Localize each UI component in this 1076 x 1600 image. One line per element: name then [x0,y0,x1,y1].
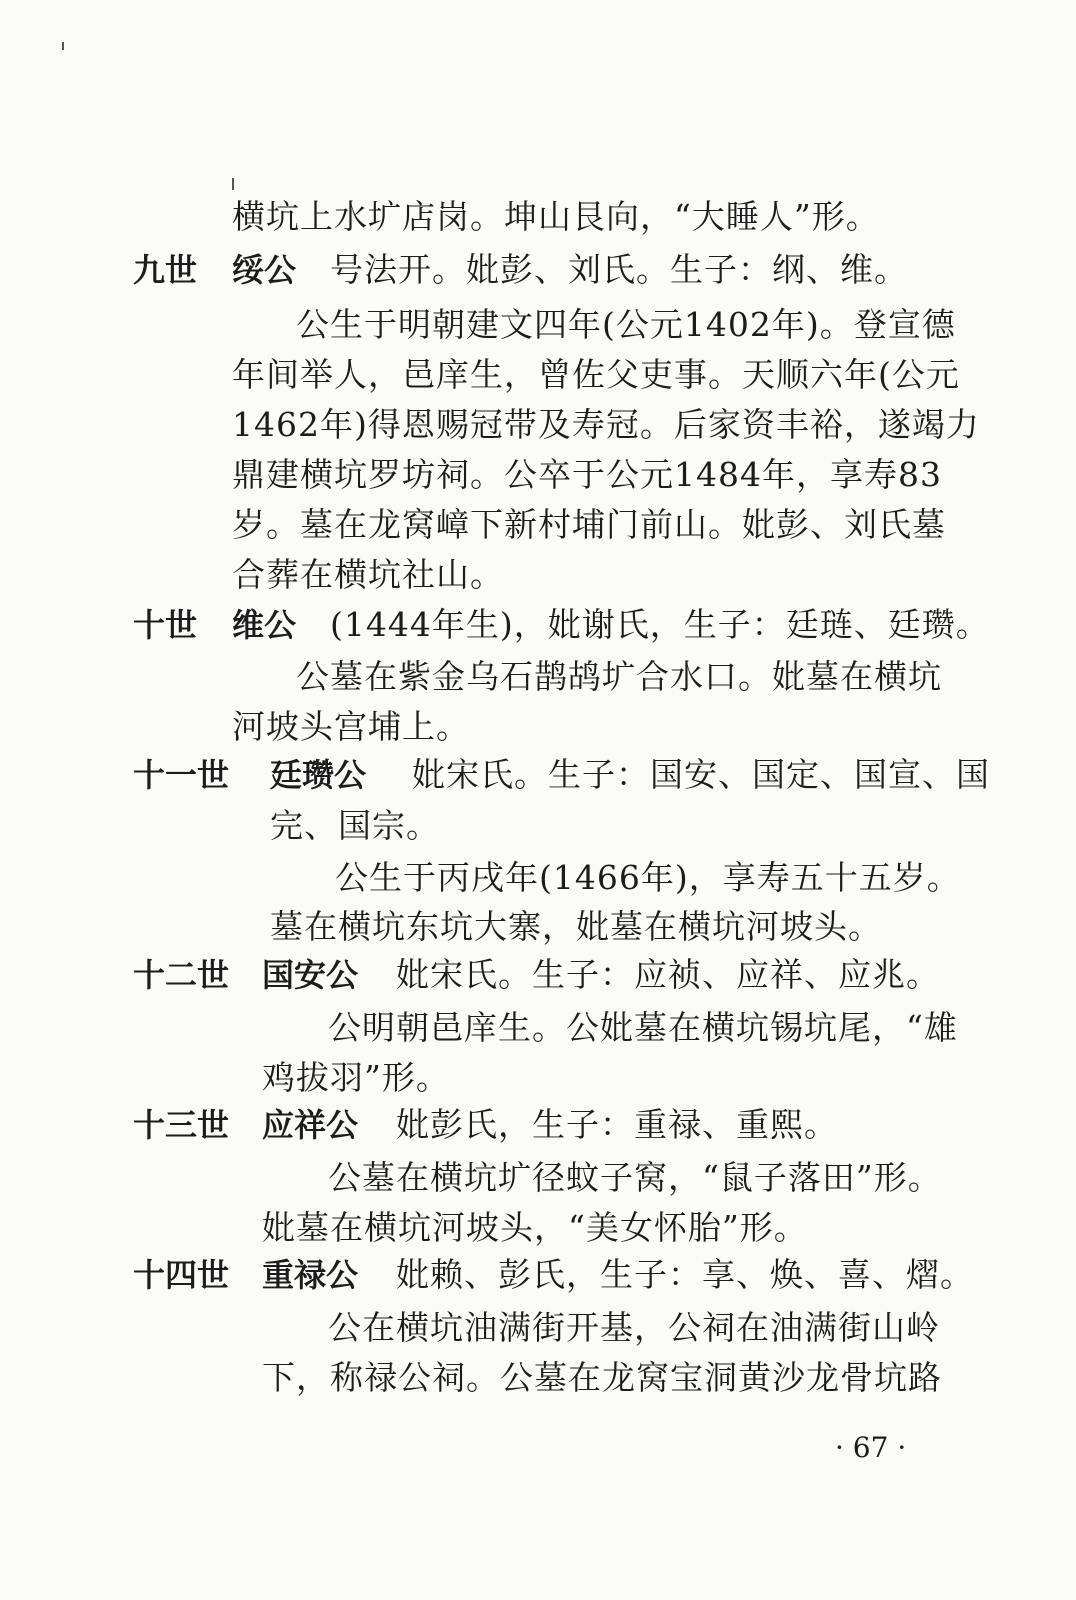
ancestor-name: 重禄公 [262,1256,359,1294]
entry-body-line: 1462年)得恩赐冠带及寿冠。后家资丰裕，遂竭力 [232,405,980,444]
page-number: · 67 · [835,1431,907,1464]
entry-body-line: 公在横坑油满街开基，公祠在油满街山岭 [328,1308,940,1347]
ancestor-name: 国安公 [262,956,359,994]
generation-label: 十四世 [133,1256,230,1294]
entry-body-line: 墓在横坑东坑大寨，妣墓在横坑河坡头。 [270,907,882,946]
generation-label: 九世 [133,251,198,289]
entry-body-line: 河坡头宫埔上。 [232,707,470,746]
entry-body-line: 下，称禄公祠。公墓在龙窝宝洞黄沙龙骨坑路 [262,1358,942,1397]
ancestor-name: 应祥公 [262,1106,359,1144]
generation-label: 十二世 [133,956,230,994]
entry-body-line: 岁。墓在龙窝嶂下新村埔门前山。妣彭、刘氏墓 [232,505,946,544]
entry-summary: 号法开。妣彭、刘氏。生子：纲、维。 [330,250,908,289]
entry-body-line: 年间举人，邑庠生，曾佐父吏事。天顺六年(公元 [232,355,960,394]
entry-body-line: 鸡拔羽”形。 [262,1058,450,1097]
ancestor-name: 维公 [232,606,297,644]
entry-summary: 妣彭氏，生子：重禄、重熙。 [396,1105,838,1144]
entry-body-line: 合葬在横坑社山。 [232,555,504,594]
generation-label: 十三世 [133,1106,230,1144]
entry-body-line: 公墓在紫金乌石鹊鸪圹合水口。妣墓在横坑 [296,657,942,696]
entry-summary: 妣宋氏。生子：国安、国定、国宣、国 [412,755,990,794]
ancestor-name: 廷瓒公 [270,756,367,794]
entry-summary: (1444年生)，妣谢氏，生子：廷琏、廷瓒。 [330,605,990,644]
scan-speck [232,178,234,190]
generation-label: 十一世 [133,756,230,794]
entry-body-line: 公生于丙戌年(1466年)，享寿五十五岁。 [335,858,961,897]
ancestor-name: 绥公 [232,251,297,289]
entry-body-line: 妣墓在横坑河坡头，“美女怀胎”形。 [262,1208,808,1247]
entry-summary: 妣赖、彭氏，生子：享、焕、喜、熠。 [396,1255,974,1294]
entry-body-line: 公墓在横坑圹径蚊子窝，“鼠子落田”形。 [328,1158,942,1197]
entry-body-line: 公明朝邑庠生。公妣墓在横坑锡坑尾，“雄 [328,1008,958,1047]
scan-speck [62,42,64,50]
entry-summary: 妣宋氏。生子：应祯、应祥、应兆。 [396,955,940,994]
entry-body-line: 鼎建横坑罗坊祠。公卒于公元1484年，享寿83 [232,455,942,494]
intro-line: 横坑上水圹店岗。坤山艮向，“大睡人”形。 [232,197,880,236]
entry-body-line: 公生于明朝建文四年(公元1402年)。登宣德 [296,305,956,344]
generation-label: 十世 [133,606,198,644]
entry-summary-continued: 完、国宗。 [270,806,440,845]
